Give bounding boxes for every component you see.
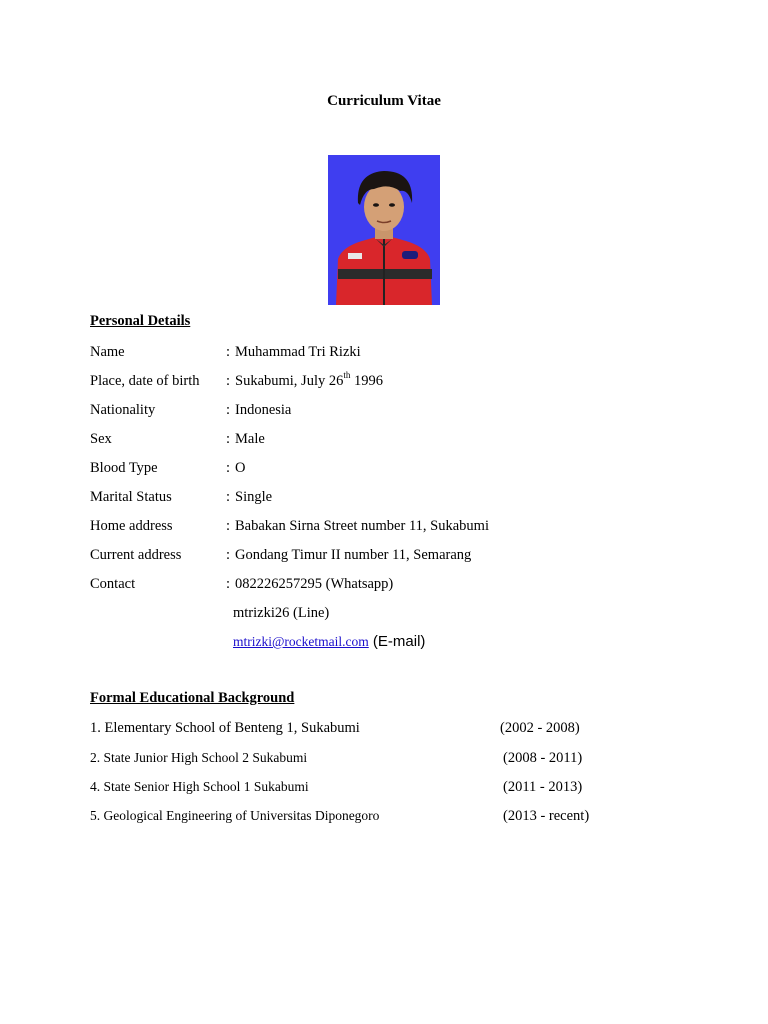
portrait-photo: [328, 155, 440, 305]
birth-ordinal: th: [343, 370, 351, 380]
detail-colon: :: [226, 431, 231, 447]
detail-label: Nationality: [90, 402, 156, 418]
detail-label: Home address: [90, 518, 173, 534]
detail-colon: :: [226, 547, 231, 563]
detail-value: Indonesia: [235, 402, 292, 418]
portrait-illustration: [328, 155, 440, 305]
detail-colon: :: [226, 373, 231, 389]
detail-label: Name: [90, 344, 125, 360]
education-years: (2013 - recent): [503, 808, 590, 824]
education-item: [90, 748, 610, 768]
detail-label: Place, date of birth: [90, 373, 200, 389]
detail-colon: :: [226, 402, 231, 418]
detail-value: Babakan Sirna Street number 11, Sukabumi: [235, 518, 489, 534]
detail-colon: :: [226, 344, 231, 360]
detail-colon: :: [226, 576, 231, 592]
education-school: 4. State Senior High School 1 Sukabumi: [90, 779, 309, 794]
education-school: 2. State Junior High School 2 Sukabumi: [90, 750, 308, 765]
education-years: (2002 - 2008): [500, 720, 580, 736]
email-link[interactable]: mtrizki@rocketmail.com: [233, 634, 369, 649]
detail-label: Current address: [90, 547, 182, 563]
education-item: [90, 806, 610, 826]
detail-value: Single: [235, 489, 273, 505]
education-school: 1. Elementary School of Benteng 1, Sukabumi: [90, 720, 360, 736]
birth-year: 1996: [350, 373, 383, 389]
email-suffix: (E-mail): [368, 633, 426, 650]
detail-value: Male: [235, 431, 265, 447]
personal-details-heading: Personal Details: [90, 313, 191, 329]
detail-value: O: [235, 460, 246, 476]
detail-value: Gondang Timur II number 11, Semarang: [235, 547, 472, 563]
detail-label: Contact: [90, 576, 136, 592]
contact-line: mtrizki26 (Line): [233, 605, 330, 621]
birth-value-main: Sukabumi, July 26: [235, 373, 344, 389]
education-years: (2008 - 2011): [503, 750, 583, 766]
detail-value: Muhammad Tri Rizki: [235, 344, 361, 360]
detail-label: Marital Status: [90, 489, 172, 505]
education-item: [90, 718, 610, 738]
page-title: Curriculum Vitae: [327, 93, 441, 109]
education-item: [90, 777, 610, 797]
detail-value: [235, 371, 383, 391]
detail-colon: :: [226, 460, 231, 476]
detail-colon: :: [226, 518, 231, 534]
detail-label: Blood Type: [90, 460, 158, 476]
education-school: 5. Geological Engineering of Universitas Diponegoro: [90, 808, 380, 823]
education-heading: Formal Educational Background: [90, 690, 295, 706]
detail-value: 082226257295 (Whatsapp): [235, 576, 394, 592]
detail-label: Sex: [90, 431, 112, 447]
education-years: (2011 - 2013): [503, 779, 583, 795]
detail-colon: :: [226, 489, 231, 505]
contact-email-row: [233, 632, 425, 652]
